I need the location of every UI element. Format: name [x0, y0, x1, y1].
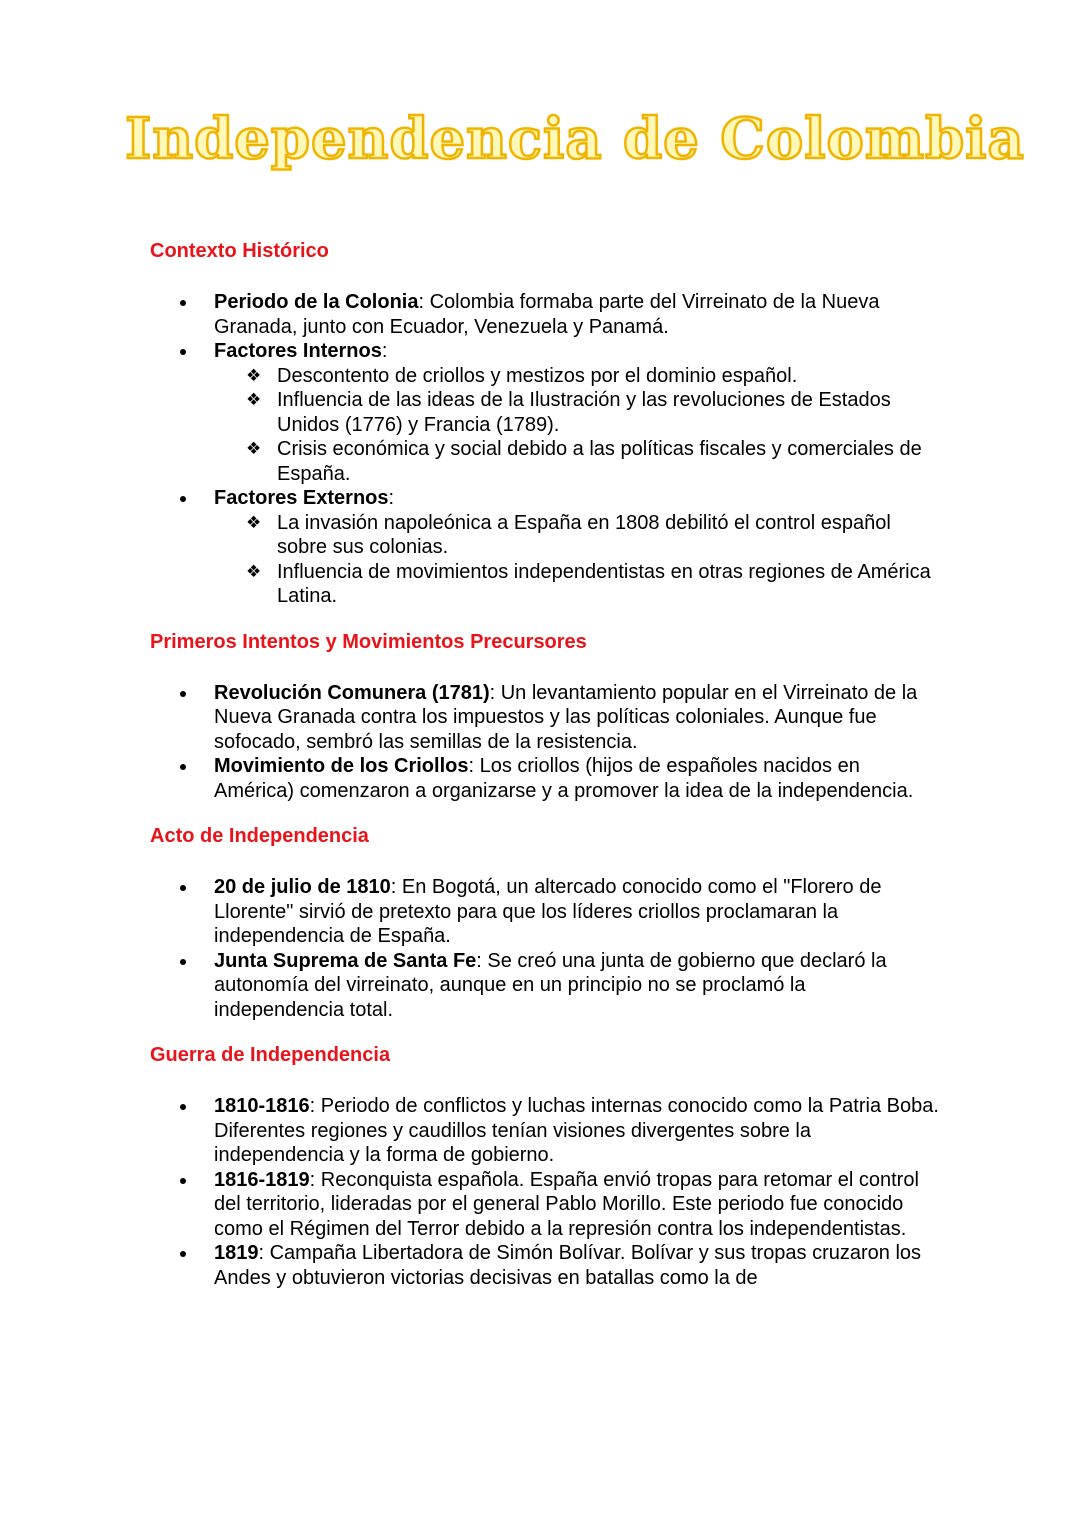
- item-term: Periodo de la Colonia: [214, 291, 419, 313]
- section-guerra-de-independencia: [150, 1040, 940, 1290]
- sub-item-text: Influencia de las ideas de la Ilustración y las revoluciones de Estados Unidos (1776) y Francia (1789).: [277, 389, 891, 436]
- diamond-bullet-icon: ❖: [246, 561, 262, 582]
- sub-item-text: La invasión napoleónica a España en 1808 debilitó el control español sobre sus colonias.: [277, 511, 891, 558]
- diamond-bullet-icon: ❖: [246, 390, 262, 410]
- item-text: : Un levantamiento popular en el Virreinato de la Nueva Granada contra los impuestos y las políticas coloniales. Aunque fue sofocado, sembró las semillas de la resistencia.: [214, 681, 918, 753]
- section-heading: Acto de Independencia: [150, 825, 369, 847]
- list-item: [150, 339, 940, 486]
- item-text: : Periodo de conflictos y luchas internas conocido como la Patria Boba. Diferentes regiones y caudillos tenían visiones divergentes sobre la independencia y la forma de gobierno.: [214, 1095, 939, 1166]
- section-heading: Primeros Intentos y Movimientos Precursores: [150, 630, 587, 653]
- list-item: [150, 949, 940, 1023]
- item-term: Factores Internos: [214, 340, 382, 362]
- sub-item-text: Descontento de criollos y mestizos por el dominio español.: [277, 364, 798, 387]
- sub-list-item: [214, 364, 940, 389]
- item-text: : Se creó una junta de gobierno que declaró la autonomía del virreinato, aunque en un principio no se proclamó la independencia total.: [214, 949, 887, 1021]
- diamond-bullet-icon: ❖: [246, 512, 262, 533]
- sub-list: [214, 364, 940, 487]
- sub-list-item: [214, 388, 940, 437]
- bullet-icon: [180, 300, 186, 306]
- item-text: : Reconquista española. España envió tropas para retomar el control del territorio, lideradas por el general Pablo Morillo. Este periodo fue conocido como el Régimen del Terror debido a la represión contra los independentistas.: [214, 1168, 919, 1240]
- sub-list-item: [214, 437, 940, 486]
- item-text: :: [388, 487, 395, 509]
- bullet-icon: [180, 1178, 186, 1184]
- item-term: 1816-1819: [214, 1168, 310, 1191]
- document-title: Independencia de Colombia: [125, 106, 1025, 172]
- bullet-icon: [180, 1104, 186, 1110]
- bullet-icon: [180, 959, 186, 965]
- list-item: [150, 486, 940, 609]
- list-item: [150, 875, 940, 949]
- item-text: : Campaña Libertadora de Simón Bolívar. Bolívar y sus tropas cruzaron los Andes y obtuvieron victorias decisivas en batallas como la de: [214, 1242, 922, 1289]
- bullet-icon: [180, 496, 186, 502]
- item-text: : Colombia formaba parte del Virreinato de la Nueva Granada, junto con Ecuador, Venezuela y Panamá.: [214, 291, 880, 338]
- bullet-list: [150, 875, 940, 1022]
- list-item: [150, 1241, 940, 1290]
- item-term: 20 de julio de 1810: [214, 876, 391, 898]
- bullet-icon: [180, 1251, 186, 1257]
- list-item: [150, 754, 940, 803]
- sub-item-text: Crisis económica y social debido a las políticas fiscales y comerciales de España.: [277, 438, 922, 485]
- sub-item-text: Influencia de movimientos independentistas en otras regiones de América Latina.: [277, 560, 931, 607]
- item-text: : Los criollos (hijos de españoles nacidos en América) comenzaron a organizarse y a promover la idea de la independencia.: [214, 755, 914, 802]
- section-primeros-intentos: [150, 627, 940, 804]
- bullet-list: [150, 681, 940, 804]
- bullet-icon: [180, 349, 186, 355]
- item-text: : En Bogotá, un altercado conocido como el "Florero de Llorente" sirvió de pretexto para que los líderes criollos proclamaran la independencia de España.: [214, 876, 882, 947]
- bullet-icon: [180, 764, 186, 770]
- list-item: [150, 1094, 940, 1168]
- item-term: 1810-1816: [214, 1095, 310, 1117]
- list-item: [150, 290, 940, 339]
- bullet-icon: [180, 885, 186, 891]
- list-item: [150, 681, 940, 755]
- sub-list-item: [214, 560, 940, 609]
- section-heading: Guerra de Independencia: [150, 1044, 391, 1066]
- section-heading: Contexto Histórico: [150, 240, 329, 262]
- document-body: [150, 236, 940, 1290]
- list-item: [150, 1168, 940, 1242]
- sub-list-item: [214, 511, 940, 560]
- item-term: Movimiento de los Criollos: [214, 755, 469, 777]
- bullet-list: [150, 290, 940, 609]
- bullet-icon: [180, 691, 186, 697]
- item-term: Factores Externos: [214, 487, 389, 509]
- bullet-list: [150, 1094, 940, 1290]
- section-contexto-historico: [150, 236, 940, 609]
- diamond-bullet-icon: ❖: [246, 439, 262, 459]
- item-term: Junta Suprema de Santa Fe: [214, 949, 477, 972]
- item-term: 1819: [214, 1242, 259, 1264]
- section-acto-de-independencia: [150, 821, 940, 1022]
- item-term: Revolución Comunera (1781): [214, 681, 490, 704]
- item-text: :: [381, 340, 388, 362]
- diamond-bullet-icon: ❖: [246, 365, 262, 386]
- sub-list: [214, 511, 940, 609]
